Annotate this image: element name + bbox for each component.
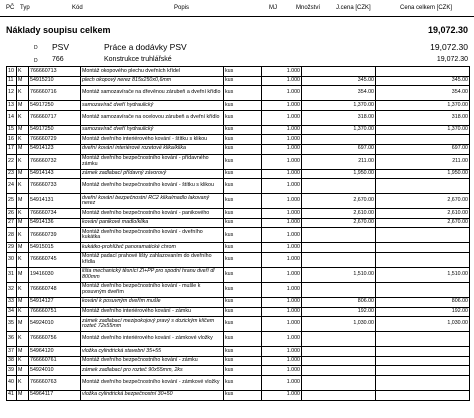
row-kod: 54964117: [29, 390, 81, 400]
row-quantity: 1.000: [262, 317, 302, 332]
row-quantity: 1.000: [262, 228, 302, 243]
col-header-typ: Typ: [20, 5, 30, 11]
row-unit: kus: [224, 243, 262, 253]
table-row: [7, 228, 470, 243]
row-unit: kus: [224, 332, 262, 347]
row-unit-price: 1,370.00: [302, 101, 376, 111]
row-total-price: 192.00: [376, 307, 470, 317]
row-typ: K: [17, 179, 29, 194]
row-unit-price: [302, 366, 376, 376]
table-row: [7, 347, 470, 357]
row-unit: kus: [224, 76, 262, 86]
row-unit: kus: [224, 317, 262, 332]
row-unit-price: 345.00: [302, 76, 376, 86]
row-total-price: 1,510.00: [376, 267, 470, 282]
row-kod: 54917250: [29, 101, 81, 111]
row-pc: 41: [7, 390, 17, 400]
col-header-cena-celkem: Cena celkem [CZK]: [400, 5, 453, 11]
row-description: vložka cylindrická stavební 35+55: [81, 347, 224, 357]
row-quantity: 1.000: [262, 243, 302, 253]
row-description: zámek zadlabací mezipokojový pravý s dozickým klíčem rozteč 72x55mm: [81, 317, 224, 332]
row-unit: kus: [224, 267, 262, 282]
row-unit: kus: [224, 297, 262, 307]
row-quantity: 1.000: [262, 347, 302, 357]
row-unit-price: [302, 228, 376, 243]
table-row: [7, 101, 470, 111]
section-psv-name: Práce a dodávky PSV: [104, 42, 187, 52]
row-typ: K: [17, 375, 29, 390]
row-total-price: [376, 356, 470, 366]
row-typ: K: [17, 228, 29, 243]
row-unit-price: [302, 252, 376, 267]
table-row: [7, 218, 470, 228]
row-unit: kus: [224, 356, 262, 366]
row-description: Montáž dveřního bezpečnostního kování - přídavného zámku: [81, 154, 224, 169]
row-quantity: 1.000: [262, 179, 302, 194]
row-typ: M: [17, 76, 29, 86]
row-typ: M: [17, 297, 29, 307]
row-total-price: 2,670.00: [376, 218, 470, 228]
row-quantity: 1.000: [262, 390, 302, 400]
row-unit: kus: [224, 194, 262, 209]
row-kod: 766660717: [29, 110, 81, 125]
row-kod: 54914143: [29, 169, 81, 179]
table-row: [7, 243, 470, 253]
row-kod: 766660732: [29, 154, 81, 169]
row-description: samozavírač dveří hydraulický: [81, 125, 224, 135]
row-description: zámek zadlabací pro rozteč 90x55mm, 2ks: [81, 366, 224, 376]
row-total-price: [376, 347, 470, 357]
row-quantity: 1.000: [262, 169, 302, 179]
row-pc: 26: [7, 209, 17, 219]
section-766-code: 766: [52, 56, 64, 63]
row-typ: K: [17, 67, 29, 77]
row-quantity: 1.000: [262, 154, 302, 169]
row-quantity: 1.000: [262, 194, 302, 209]
row-unit: kus: [224, 347, 262, 357]
row-pc: 38: [7, 356, 17, 366]
row-unit-price: 1,950.00: [302, 169, 376, 179]
row-unit-price: 2,610.00: [302, 209, 376, 219]
col-header-mnozstvi: Množství: [296, 5, 321, 11]
row-description: dveřní kování bezpečnostní RC2 klika/madlo lakovaný nerez: [81, 194, 224, 209]
row-unit: kus: [224, 135, 262, 145]
row-kod: 766660756: [29, 332, 81, 347]
row-total-price: 1,370.00: [376, 101, 470, 111]
row-pc: 11: [7, 76, 17, 86]
row-pc: 13: [7, 101, 17, 111]
row-unit: kus: [224, 125, 262, 135]
row-description: dveřní kování interiérové rozetové klika/klika: [81, 144, 224, 154]
row-quantity: 1.000: [262, 218, 302, 228]
row-kod: 54915015: [29, 243, 81, 253]
row-typ: K: [17, 282, 29, 297]
row-typ: M: [17, 366, 29, 376]
col-header-popis: Popis: [174, 5, 190, 11]
section-766: [0, 55, 474, 66]
row-unit-price: 2,670.00: [302, 194, 376, 209]
row-unit: kus: [224, 366, 262, 376]
row-pc: 40: [7, 375, 17, 390]
row-typ: M: [17, 390, 29, 400]
row-unit-price: [302, 243, 376, 253]
row-quantity: 1.000: [262, 282, 302, 297]
row-typ: M: [17, 347, 29, 357]
row-unit: kus: [224, 67, 262, 77]
table-row: [7, 194, 470, 209]
row-unit-price: 211.00: [302, 154, 376, 169]
row-description: Montáž padací prahové lišty zahlazovaním do dveřního křídla: [81, 252, 224, 267]
row-unit-price: 1,030.00: [302, 317, 376, 332]
row-pc: 12: [7, 86, 17, 101]
row-quantity: 1.000: [262, 209, 302, 219]
items-table: [6, 66, 470, 401]
row-kod: 54914123: [29, 144, 81, 154]
row-total-price: 211.00: [376, 154, 470, 169]
row-pc: 23: [7, 169, 17, 179]
row-total-price: 806.00: [376, 297, 470, 307]
row-description: kování panikové madlo/klika: [81, 218, 224, 228]
row-typ: K: [17, 110, 29, 125]
column-header-row: [0, 0, 474, 16]
row-unit: kus: [224, 252, 262, 267]
row-description: Montáž dveřního bezpečnostního kování - zámku: [81, 356, 224, 366]
row-pc: 24: [7, 179, 17, 194]
row-quantity: 1.000: [262, 101, 302, 111]
table-row: [7, 297, 470, 307]
table-row: [7, 144, 470, 154]
row-unit: kus: [224, 154, 262, 169]
row-typ: K: [17, 332, 29, 347]
summary-title: Náklady soupisu celkem: [6, 25, 111, 35]
row-description: Montáž dveřního interiérového kování - zámku: [81, 307, 224, 317]
table-row: [7, 252, 470, 267]
row-unit-price: 318.00: [302, 110, 376, 125]
row-quantity: 1.000: [262, 366, 302, 376]
table-row: [7, 390, 470, 400]
section-psv-marker: D: [34, 45, 38, 51]
row-unit-price: 1,510.00: [302, 267, 376, 282]
table-row: [7, 267, 470, 282]
row-unit: kus: [224, 307, 262, 317]
row-unit: kus: [224, 282, 262, 297]
row-total-price: [376, 366, 470, 376]
row-unit-price: [302, 179, 376, 194]
row-kod: 766660763: [29, 375, 81, 390]
row-kod: 766660713: [29, 67, 81, 77]
row-kod: 19416030: [29, 267, 81, 282]
row-quantity: 1.000: [262, 297, 302, 307]
row-unit: kus: [224, 218, 262, 228]
row-kod: 54914127: [29, 297, 81, 307]
row-total-price: [376, 135, 470, 145]
row-pc: 39: [7, 366, 17, 376]
row-unit-price: [302, 67, 376, 77]
row-unit-price: 806.00: [302, 297, 376, 307]
row-kod: 54924010: [29, 317, 81, 332]
row-unit: kus: [224, 179, 262, 194]
row-pc: 16: [7, 135, 17, 145]
row-pc: 27: [7, 218, 17, 228]
row-total-price: [376, 252, 470, 267]
table-row: [7, 135, 470, 145]
col-header-mj: MJ: [269, 5, 277, 11]
table-row: [7, 67, 470, 77]
row-total-price: 1,030.00: [376, 317, 470, 332]
row-typ: M: [17, 317, 29, 332]
table-row: [7, 366, 470, 376]
row-unit-price: [302, 390, 376, 400]
row-typ: K: [17, 86, 29, 101]
section-psv-code: PSV: [52, 42, 70, 52]
row-description: kování k posuvným dveřím mušle: [81, 297, 224, 307]
row-total-price: 345.00: [376, 76, 470, 86]
row-total-price: [376, 375, 470, 390]
row-unit-price: [302, 135, 376, 145]
row-description: Montáž okopového plechu dveřních křídel: [81, 67, 224, 77]
section-766-name: Konstrukce truhlářské: [104, 56, 172, 63]
row-quantity: 1.000: [262, 332, 302, 347]
row-pc: 36: [7, 332, 17, 347]
row-total-price: [376, 243, 470, 253]
row-pc: 34: [7, 307, 17, 317]
col-header-jcena: J.cena [CZK]: [336, 5, 371, 11]
row-pc: 29: [7, 243, 17, 253]
row-typ: M: [17, 218, 29, 228]
header-divider: [0, 16, 474, 17]
row-typ: M: [17, 125, 29, 135]
row-typ: M: [17, 267, 29, 282]
row-description: lišta mechanický těsnící ZI+PP pro spodní hranu dveří dl 800mm: [81, 267, 224, 282]
table-row: [7, 154, 470, 169]
row-quantity: 1.000: [262, 356, 302, 366]
section-766-marker: D: [34, 58, 38, 64]
row-unit-price: [302, 356, 376, 366]
row-kod: 54914131: [29, 194, 81, 209]
row-unit: kus: [224, 110, 262, 125]
col-header-pc: PČ: [6, 5, 15, 11]
row-unit-price: 192.00: [302, 307, 376, 317]
table-row: [7, 332, 470, 347]
row-total-price: 2,670.00: [376, 194, 470, 209]
row-unit: kus: [224, 86, 262, 101]
row-typ: M: [17, 194, 29, 209]
row-kod: 54917250: [29, 125, 81, 135]
row-total-price: 354.00: [376, 86, 470, 101]
row-unit: kus: [224, 228, 262, 243]
row-kod: 766660761: [29, 356, 81, 366]
row-quantity: 1.000: [262, 135, 302, 145]
row-kod: 766660739: [29, 228, 81, 243]
row-quantity: 1.000: [262, 252, 302, 267]
row-unit-price: [302, 332, 376, 347]
row-typ: K: [17, 252, 29, 267]
table-row: [7, 179, 470, 194]
table-row: [7, 86, 470, 101]
row-total-price: 318.00: [376, 110, 470, 125]
row-unit-price: 697.00: [302, 144, 376, 154]
row-kod: 54914136: [29, 218, 81, 228]
row-kod: 54924010: [29, 366, 81, 376]
row-total-price: 2,610.00: [376, 209, 470, 219]
row-unit-price: [302, 347, 376, 357]
row-pc: 17: [7, 144, 17, 154]
row-total-price: [376, 228, 470, 243]
row-total-price: [376, 332, 470, 347]
row-description: kukátko-prohlížeč panoramatické chrom: [81, 243, 224, 253]
row-pc: 33: [7, 297, 17, 307]
row-pc: 22: [7, 154, 17, 169]
row-unit: kus: [224, 169, 262, 179]
row-pc: 30: [7, 252, 17, 267]
table-row: [7, 110, 470, 125]
row-total-price: 1,370.00: [376, 125, 470, 135]
row-unit-price: 2,670.00: [302, 218, 376, 228]
row-total-price: [376, 179, 470, 194]
row-kod: 766660745: [29, 252, 81, 267]
row-description: Montáž dveřního bezpečnostního kování - panikového: [81, 209, 224, 219]
row-description: Montáž dveřního bezpečnostního kování - štítku s klikou: [81, 179, 224, 194]
row-pc: 35: [7, 317, 17, 332]
row-total-price: [376, 390, 470, 400]
row-typ: M: [17, 169, 29, 179]
row-description: Montáž dveřního bezpečnostního kování - mušle k posuvným dveřím: [81, 282, 224, 297]
section-psv-total: 19,072.30: [430, 42, 468, 52]
row-pc: 25: [7, 194, 17, 209]
row-quantity: 1.000: [262, 125, 302, 135]
table-row: [7, 282, 470, 297]
section-psv: [0, 40, 474, 54]
table-row: [7, 169, 470, 179]
table-row: [7, 317, 470, 332]
row-description: Montáž dveřního interiérového kování - zámkové vložky: [81, 332, 224, 347]
row-kod: 766660729: [29, 135, 81, 145]
row-unit: kus: [224, 390, 262, 400]
row-kod: 766660716: [29, 86, 81, 101]
row-description: plech okopový nerez 815x250x0,6mm: [81, 76, 224, 86]
row-typ: K: [17, 209, 29, 219]
table-row: [7, 307, 470, 317]
col-header-kod: Kód: [72, 5, 83, 11]
row-quantity: 1.000: [262, 110, 302, 125]
row-typ: K: [17, 154, 29, 169]
row-unit: kus: [224, 144, 262, 154]
row-description: Montáž samozavírače na ocelovou zárubeň a dveřní křídlo: [81, 110, 224, 125]
section-766-total: 19,072.30: [436, 56, 468, 63]
row-pc: 15: [7, 125, 17, 135]
row-unit: kus: [224, 209, 262, 219]
row-description: Montáž dveřního interiérového kování - štítku s klikou: [81, 135, 224, 145]
row-typ: K: [17, 307, 29, 317]
row-quantity: 1.000: [262, 307, 302, 317]
row-typ: K: [17, 356, 29, 366]
row-quantity: 1.000: [262, 67, 302, 77]
row-pc: 14: [7, 110, 17, 125]
row-pc: 37: [7, 347, 17, 357]
row-pc: 31: [7, 267, 17, 282]
row-typ: M: [17, 144, 29, 154]
row-description: Montáž dveřního bezpečnostního kování - zámkové vložky: [81, 375, 224, 390]
row-description: Montáž dveřního bezpečnostního kování - dveřního kukátka: [81, 228, 224, 243]
row-kod: 766660733: [29, 179, 81, 194]
row-kod: 54915210: [29, 76, 81, 86]
summary-total: 19,072.30: [427, 25, 468, 35]
row-quantity: 1.000: [262, 144, 302, 154]
row-pc: 10: [7, 67, 17, 77]
row-unit-price: [302, 375, 376, 390]
row-kod: 54964120: [29, 347, 81, 357]
row-quantity: 1.000: [262, 375, 302, 390]
row-kod: 766660734: [29, 209, 81, 219]
row-description: samozavírač dveří hydraulický: [81, 101, 224, 111]
row-description: zámek zadlabací přídavný závorový: [81, 169, 224, 179]
row-kod: 766660751: [29, 307, 81, 317]
row-quantity: 1.000: [262, 76, 302, 86]
row-pc: 32: [7, 282, 17, 297]
row-pc: 28: [7, 228, 17, 243]
row-unit-price: [302, 282, 376, 297]
table-row: [7, 125, 470, 135]
row-total-price: 1,950.00: [376, 169, 470, 179]
row-total-price: [376, 282, 470, 297]
row-typ: K: [17, 135, 29, 145]
table-row: [7, 375, 470, 390]
row-typ: M: [17, 243, 29, 253]
table-row: [7, 76, 470, 86]
row-quantity: 1.000: [262, 267, 302, 282]
row-typ: M: [17, 101, 29, 111]
row-unit-price: 1,370.00: [302, 125, 376, 135]
row-description: Montáž samozavírače na dřevěnou zárubeň a dveřní křídlo: [81, 86, 224, 101]
table-row: [7, 356, 470, 366]
row-quantity: 1.000: [262, 86, 302, 101]
row-kod: 766660748: [29, 282, 81, 297]
row-total-price: 697.00: [376, 144, 470, 154]
row-total-price: [376, 67, 470, 77]
row-description: vložka cylindrická bezpečnostní 30+50: [81, 390, 224, 400]
row-unit: kus: [224, 375, 262, 390]
table-row: [7, 209, 470, 219]
row-unit: kus: [224, 101, 262, 111]
row-unit-price: 354.00: [302, 86, 376, 101]
